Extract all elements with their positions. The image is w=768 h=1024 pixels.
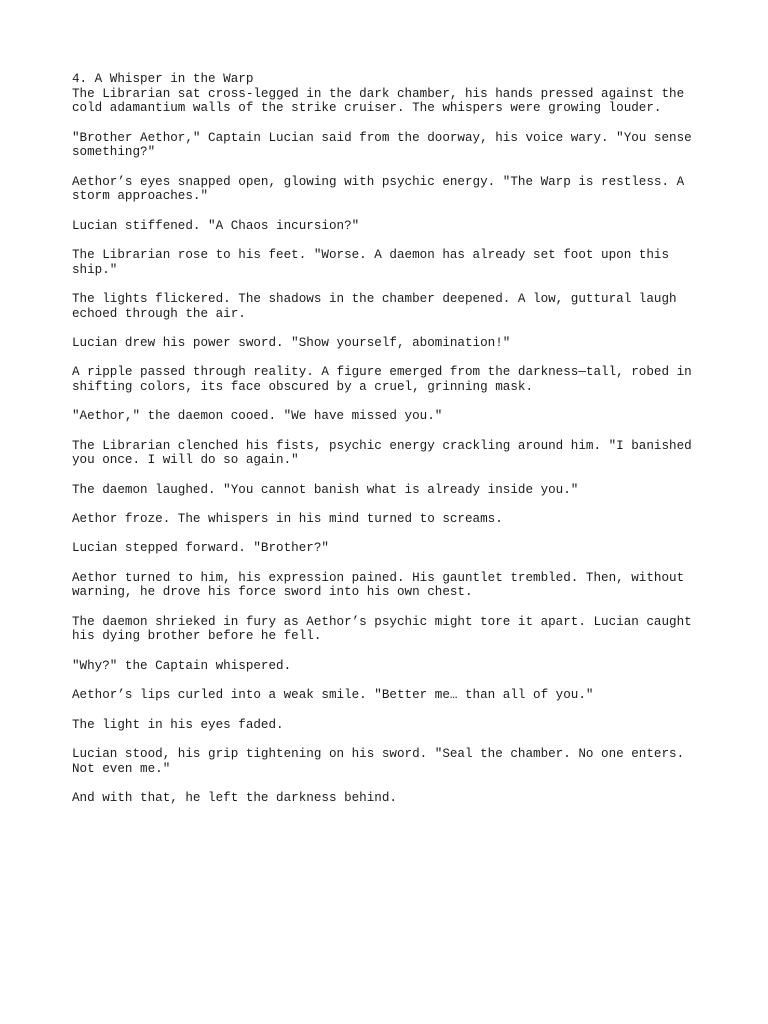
- paragraph: Aethor froze. The whispers in his mind turned to screams.: [72, 512, 503, 527]
- paragraph: "Brother Aethor," Captain Lucian said from the doorway, his voice wary. "You sense something?": [72, 130, 692, 160]
- paragraph: The light in his eyes faded.: [72, 717, 284, 732]
- paragraph: Aethor’s eyes snapped open, glowing with psychic energy. "The Warp is restless. A storm approaches.": [72, 174, 685, 204]
- paragraph: The Librarian clenched his fists, psychic energy crackling around him. "I banished you once. I will do so again.": [72, 438, 692, 468]
- paragraph: The Librarian rose to his feet. "Worse. A daemon has already set foot upon this ship.": [72, 247, 670, 277]
- paragraph: A ripple passed through reality. A figure emerged from the darkness—tall, robed in shifting colors, its face obscured by a cruel, grinning mask.: [72, 365, 692, 394]
- chapter-title: 4. A Whisper in the Warp: [72, 72, 254, 86]
- paragraph: The daemon shrieked in fury as Aethor’s psychic might tore it apart. Lucian caught his dying brother before he fell.: [72, 614, 692, 644]
- paragraph: Lucian drew his power sword. "Show yourself, abomination!": [72, 335, 511, 350]
- document-page: [72, 72, 702, 820]
- paragraph: The daemon laughed. "You cannot banish what is already inside you.": [72, 482, 579, 497]
- paragraph: Aethor turned to him, his expression pained. His gauntlet trembled. Then, without warning, he drove his force sword into his own chest.: [72, 570, 685, 600]
- story-body: [72, 87, 702, 806]
- paragraph: Aethor’s lips curled into a weak smile. "Better me… than all of you.": [72, 688, 594, 703]
- paragraph: Lucian stiffened. "A Chaos incursion?": [72, 218, 360, 233]
- paragraph: "Aethor," the daemon cooed. "We have missed you.": [72, 409, 443, 424]
- paragraph: Lucian stepped forward. "Brother?": [72, 541, 329, 556]
- paragraph: Lucian stood, his grip tightening on his sword. "Seal the chamber. No one enters. Not even me.": [72, 746, 685, 776]
- paragraph: The Librarian sat cross-legged in the dark chamber, his hands pressed against the cold adamantium walls of the strike cruiser. The whispers were growing louder.: [72, 86, 685, 116]
- paragraph: "Why?" the Captain whispered.: [72, 658, 292, 673]
- paragraph: And with that, he left the darkness behind.: [72, 790, 397, 805]
- paragraph: The lights flickered. The shadows in the chamber deepened. A low, guttural laugh echoed through the air.: [72, 291, 677, 321]
